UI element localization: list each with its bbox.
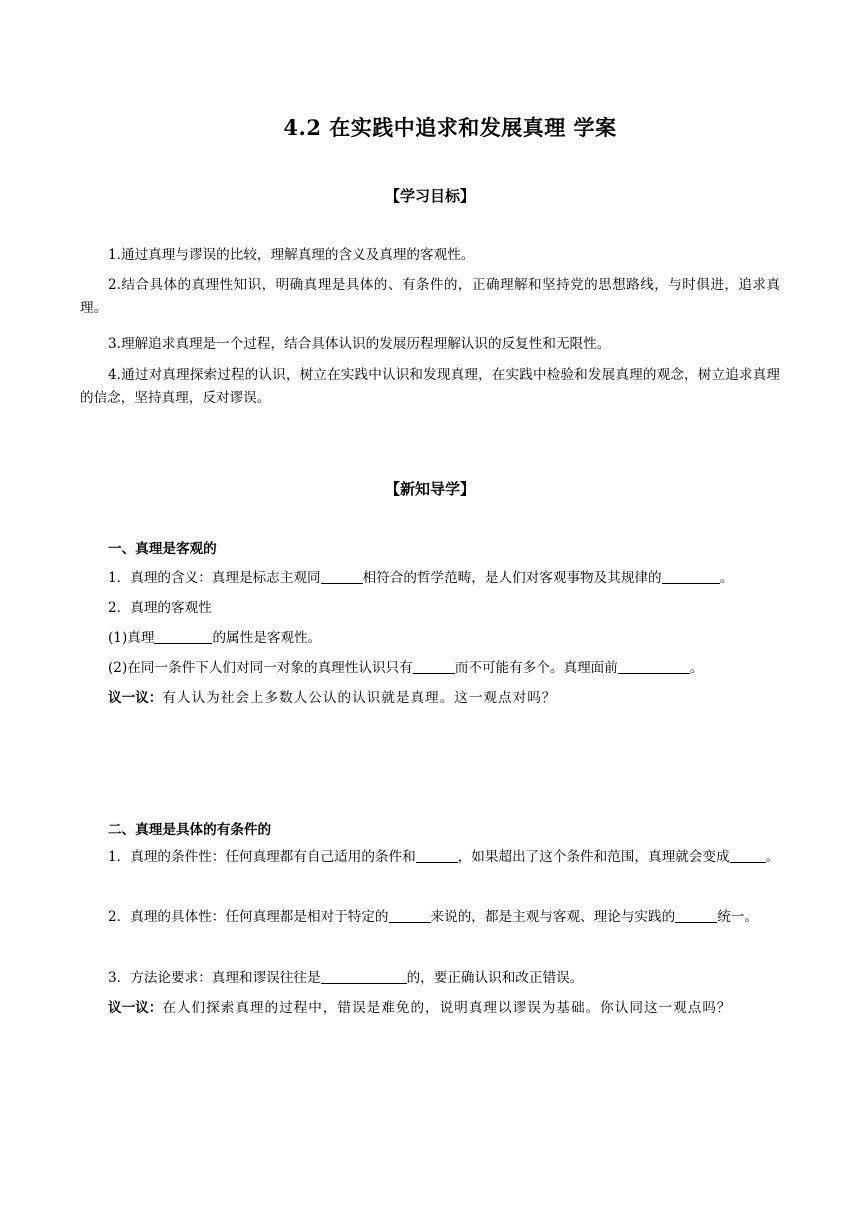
section1-line2: 2．真理的客观性 <box>108 600 212 616</box>
objectives-heading: 【学习目标】 <box>384 187 475 205</box>
section2-discussion: 议一议：在人们探索真理的过程中，错误是难免的，说明真理以谬误为基础。你认同这一观点吗？ <box>108 1000 732 1016</box>
section2-para1: 1．真理的条件性：任何真理都有自己适用的条件和 ，如果超出了这个条件和范围，真理就会变成 。 <box>108 849 780 865</box>
fill-blank[interactable] <box>154 628 212 644</box>
section2-para3: 3．方法论要求：真理和谬误往往是 的，要正确认识和改正错误。 <box>108 970 584 986</box>
section2-title: 二、真理是具体的有条件的 <box>108 822 272 838</box>
page-title: 4.2 在实践中追求和发展真理 学案 <box>283 115 617 140</box>
fill-blank[interactable] <box>618 658 690 674</box>
section1-line3: (1)真理 的属性是客观性。 <box>108 630 322 646</box>
objective-item-1: 1.通过真理与谬误的比较，理解真理的含义及真理的客观性。 <box>108 247 475 263</box>
fill-blank[interactable] <box>413 658 455 674</box>
section2-para2: 2．真理的具体性：任何真理都是相对于特定的 来说的，都是主观与客观、理论与实践的 统一。 <box>108 909 758 925</box>
fill-blank[interactable] <box>675 907 717 923</box>
section1-discussion: 议一议：有人认为社会上多数人公认的认识就是真理。这一观点对吗？ <box>108 690 557 706</box>
objective-item-3: 3.理解追求真理是一个过程，结合具体认识的发展历程理解认识的反复性和无限性。 <box>108 336 611 352</box>
new-knowledge-heading: 【新知导学】 <box>384 480 475 498</box>
fill-blank[interactable] <box>416 847 458 863</box>
section1-line4: (2)在同一条件下人们对同一对象的真理性认识只有 而不可能有多个。真理面前 。 <box>108 660 704 676</box>
fill-blank[interactable] <box>321 968 407 984</box>
fill-blank[interactable] <box>662 568 720 584</box>
section1-title: 一、真理是客观的 <box>108 541 217 557</box>
objective-item-2: 2.结合具体的真理性知识，明确真理是具体的、有条件的，正确理解和坚持党的思想路线，与时俱进，追求真理。 <box>80 277 780 316</box>
fill-blank[interactable] <box>730 847 766 863</box>
fill-blank[interactable] <box>389 907 431 923</box>
fill-blank[interactable] <box>321 568 363 584</box>
objective-item-4: 4.通过对真理探索过程的认识，树立在实践中认识和发现真理，在实践中检验和发展真理的观念，树立追求真理的信念，坚持真理，反对谬误。 <box>80 367 780 406</box>
section1-line1: 1．真理的含义：真理是标志主观同 相符合的哲学范畴，是人们对客观事物及其规律的 。 <box>108 570 734 586</box>
